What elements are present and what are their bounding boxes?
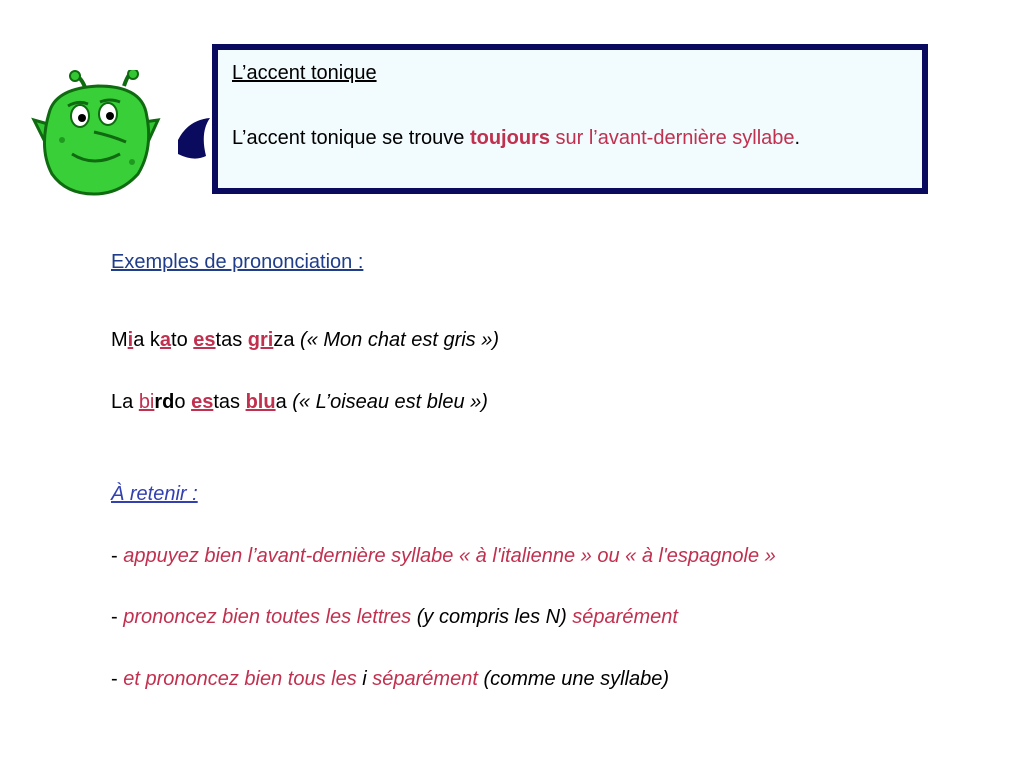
rule-note: (y compris les N) [416,606,567,628]
stressed-part: bi [138,391,155,413]
green-alien-mascot-icon [28,70,228,200]
retenir-item-1 [111,545,776,568]
stressed-part: a [159,329,172,351]
example-line-1 [111,329,499,352]
stressed-part: gri [247,329,274,351]
rule-text: appuyez bien l’avant-dernière syllabe « à l'italienne » ou « à l'espagnole » [123,545,776,567]
rule-text: prononcez bien toutes les lettres [123,606,417,628]
word-part: rd [154,391,175,413]
translation: (« L’oiseau est bleu ») [292,391,488,413]
word-part: La [111,391,139,413]
bullet-dash: - [111,606,124,628]
word-part: a [275,391,293,413]
callout-rest: sur l’avant-dernière syllabe [549,127,795,149]
stressed-part: es [191,391,214,413]
example-line-2 [111,391,488,414]
word-part: za [273,329,301,351]
rule-text: séparément [566,606,678,628]
stressed-part: i [127,329,134,351]
retenir-item-3 [111,668,669,691]
callout-text-start: L’accent tonique se trouve [232,127,470,149]
callout-title: L’accent tonique [232,62,377,84]
word-part: to [171,329,194,351]
retenir-item-2 [111,606,678,629]
bullet-dash: - [111,668,124,690]
rule-text: séparément [366,668,484,690]
examples-title: Exemples de prononciation : [111,251,364,273]
rule-text: et prononcez bien tous les [123,668,363,690]
word-part: tas [213,391,246,413]
bullet-dash: - [111,545,124,567]
translation: (« Mon chat est gris ») [300,329,500,351]
word-part: o [174,391,192,413]
word-part: M [111,329,128,351]
word-part: tas [215,329,248,351]
callout-end: . [794,127,801,149]
rule-note: (comme une syllabe) [483,668,670,690]
accent-callout-box [212,44,928,194]
word-part: k [149,329,160,351]
stressed-part: blu [245,391,276,413]
rule-note: i [362,668,367,690]
word-part: a [133,329,150,351]
callout-text [232,122,902,154]
retenir-title: À retenir : [111,483,198,505]
callout-emphasis: toujours [469,127,550,149]
stressed-part: es [193,329,216,351]
